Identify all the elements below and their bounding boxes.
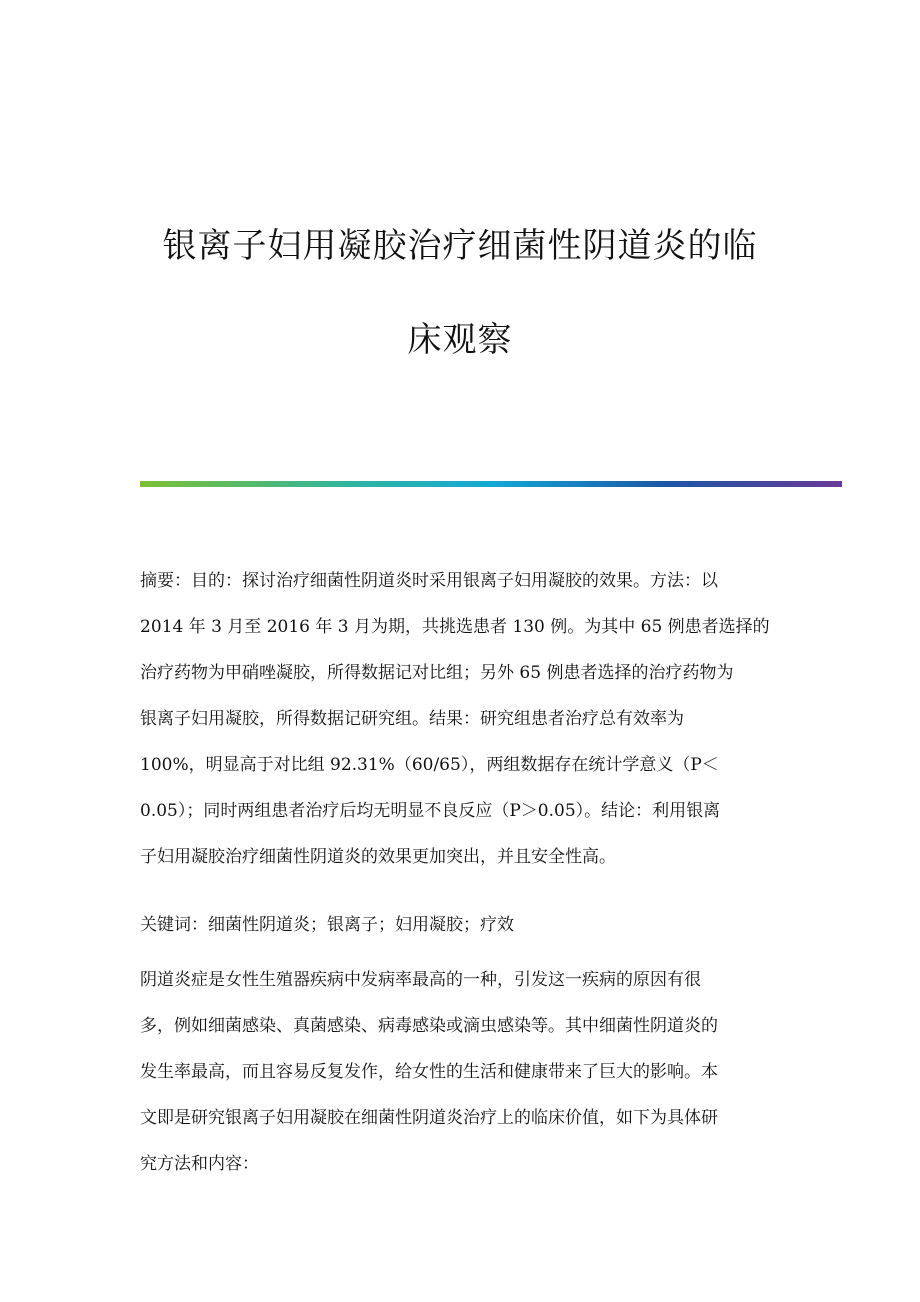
keywords-line: 关键词：细菌性阴道炎；银离子；妇用凝胶；疗效 [140, 915, 514, 935]
keywords [140, 902, 780, 948]
intro-line: 多，例如细菌感染、真菌感染、病毒感染或滴虫感染等。其中细菌性阴道炎的 [140, 1016, 718, 1036]
intro-line: 究方法和内容： [140, 1154, 259, 1174]
intro-line: 文即是研究银离子妇用凝胶在细菌性阴道炎治疗上的临床价值，如下为具体研 [140, 1108, 718, 1128]
document-title-line-2: 床观察 [407, 320, 513, 360]
abstract-line: 2014 年 3 月至 2016 年 3 月为期，共挑选患者 130 例。为其中 65 例患者选择的 [140, 617, 770, 637]
abstract [140, 558, 780, 880]
abstract-line: 摘要：目的：探讨治疗细菌性阴道炎时采用银离子妇用凝胶的效果。方法：以 [140, 571, 718, 591]
document-title-line-1: 银离子妇用凝胶治疗细菌性阴道炎的临 [162, 226, 758, 266]
abstract-line: 治疗药物为甲硝唑凝胶，所得数据记对比组；另外 65 例患者选择的治疗药物为 [140, 663, 734, 683]
title-divider [140, 481, 842, 487]
abstract-line: 0.05）；同时两组患者治疗后均无明显不良反应（P＞0.05）。结论：利用银离 [140, 801, 721, 821]
abstract-line: 100%，明显高于对比组 92.31%（60/65），两组数据存在统计学意义（P＜ [140, 755, 719, 775]
intro-line: 阴道炎症是女性生殖器疾病中发病率最高的一种，引发这一疾病的原因有很 [140, 970, 701, 990]
intro-line: 发生率最高，而且容易反复发作，给女性的生活和健康带来了巨大的影响。本 [140, 1062, 718, 1082]
introduction [140, 957, 780, 1187]
abstract-line: 银离子妇用凝胶，所得数据记研究组。结果：研究组患者治疗总有效率为 [140, 709, 684, 729]
abstract-line: 子妇用凝胶治疗细菌性阴道炎的效果更加突出，并且安全性高。 [140, 847, 616, 867]
